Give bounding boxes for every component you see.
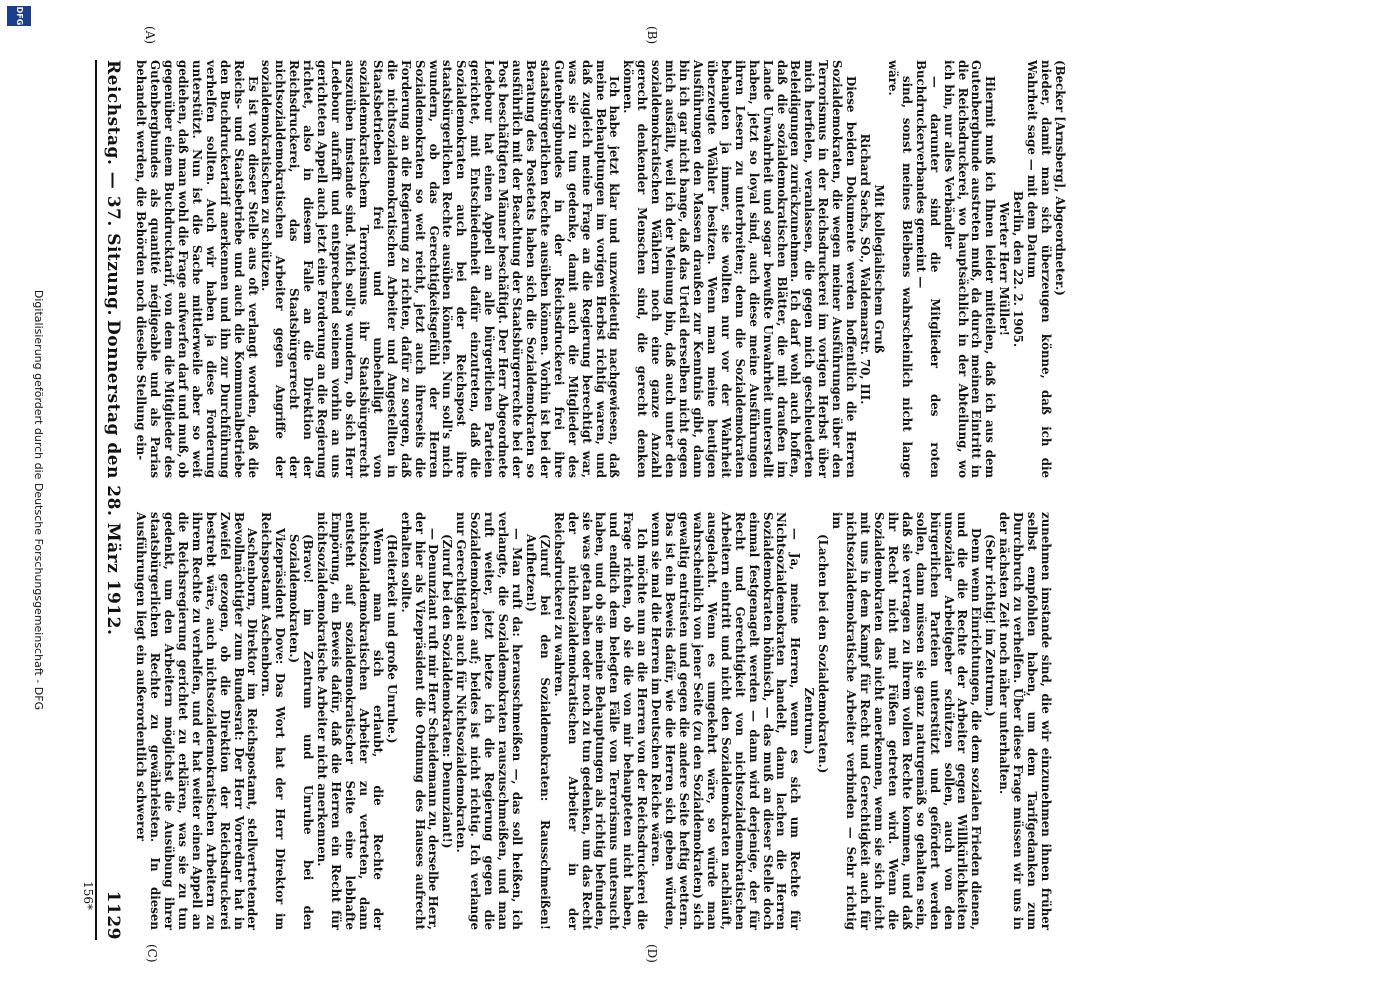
right-paragraph: Vizepräsident Dove: Das Wort hat der Herr Direktor im Reichspostamt Aschenborn. (259, 512, 288, 930)
right-paragraph: (Bravo! im Zentrum und Unruhe bei den Sozialdemokraten.) (287, 534, 316, 930)
margin-letter-b: (B) (645, 26, 659, 45)
right-paragraph: Wenn man sich erlaubt, die Rechte der nichtsozialdemokratischen Arbeiter zu vertreten, dann entsteht auf sozialdemokratischer Seite eine lebhafte Empörung, ein Beweis dafür, daß die Herren ein Recht für nichtsozialdemokratische Arbeiter nicht anerkennen. (315, 512, 385, 930)
left-paragraph: — darunter sind die Mitglieder des roten Buchdruckerverbandes gemeint — (913, 60, 942, 478)
page-number: 1129 (103, 890, 123, 940)
margin-letter-c: (C) (145, 944, 159, 963)
right-paragraph: — Denunziant ruft mir Herr Scheidemann zu, derselbe Herr, der hier als Vizepräsident die Ordnung des Hauses aufrecht erhalten sollte. (398, 512, 441, 930)
header-date: Donnerstag den 28. März 1912. (103, 320, 123, 636)
left-paragraph: Mit kollegialischem Gruß (872, 184, 887, 354)
right-paragraph: (Heiterkeit und große Unruhe.) (384, 534, 399, 744)
right-paragraph: (Sehr richtig! im Zentrum.) (983, 534, 998, 717)
left-paragraph: (Becker [Arnsberg], Abgeordneter.) (1053, 60, 1067, 296)
right-paragraph: (Zuruf bei den Sozialdemokraten: Denunziant!) (440, 534, 455, 849)
left-paragraph: nieder, damit man sich überzeugen könne, daß ich die Wahrheit sage — mit dem Datum (1025, 60, 1054, 478)
digitization-credit: Digitalisierung gefördert durch die Deutsche Forschungsgemeinschaft - DFG (32, 289, 45, 711)
header-session: Reichstag. — 37. Sitzung. (103, 60, 123, 316)
page-content (68, 26, 1383, 963)
right-column (133, 512, 1052, 930)
left-paragraph: sind, sonst meines Bleibens wahrscheinlich nicht lange wäre. (885, 60, 914, 478)
right-paragraph: Ich möchte nun an die Herren von der Reichsdruckerei die Frage richten, ob sie die von mir behaupteten nicht haben, und endlich dem belegten Fälle von Terrorismus untersucht haben, und ob sie meine Behauptungen als richtig befunden, sie was getan haben oder noch zu tun gedenken, um das Recht der nichtsozialdemokratischen Arbeiter in der Reichsdruckerei zu wahren. (551, 512, 650, 930)
left-paragraph: Werter Herr Müller! (997, 202, 1012, 336)
right-paragraph: — Ja, meine Herren, wenn es sich um Rechte für Nichtsozialdemokraten handelt, dann lachen die Herren Sozialdemokraten höhnisch, — das muß an dieser Stelle doch einmal festgenagelt werden — dann wird derjenige, der für Recht und Gerechtigkeit von nichtsozialdemokratischen Arbeitern eintritt und nicht den Sozialdemokraten nachläuft, ausgelacht. Wenn es umgekehrt wäre, so würde man wahrscheinlich von jener Seite (zu den Sozialdemokraten) sich gewaltig entrüsten und gegen die andere Seite heftig wettern. Das ist ein Beweis dafür, wie die Herren sich geben würden, wenn sie mal die Herren im Deutschen Reiche wären. (649, 512, 803, 930)
right-paragraph: zunehmen imstande sind, die wir einzunehmen ihnen früher selbst empfohlen haben, um dem Tarifgedanken zum Durchbruch zu verhelfen. Über diese Frage müssen wir uns in der nächsten Zeit noch näher unterhalten. (997, 512, 1053, 930)
right-paragraph: Aschenborn, Direktor im Reichspostamt, stellvertretender Bevollmächtigter zum Bundesrat: Der Herr Vorredner hat in Zweifel gezogen, ob die Direktion der Reichsdruckerei bestrebt wäre, auch nichtsozialdemokratischen Arbeitern zu ihrem Rechte zu verhelfen, und er hat weiter einen Appell an die Reichsregierung gerichtet zu erklären, was sie zu tun gedenkt, um den Arbeitern möglichst die Ausübung ihrer staatsbürgerlichen Rechte zu gewährleisten. In diesen Ausführungen liegt ein außerordentlich schwerer (134, 512, 260, 930)
dfg-logo: DFG (7, 6, 31, 26)
right-paragraph: Denn wenn Einrichtungen, die dem sozialen Frieden dienen, und die die Rechte der Arbeiter gegen Willkürlichkeiten unsozialer Arbeitgeber schützen sollen, auch von den bürgerlichen Parteien unterstützt und gefördert werden sollen, dann müssen sie ganz naturgemäß so gehalten sein, daß sie vertragen zu ihrem vollen Rechte kommen, und daß ihr Recht nicht mit Füßen getreten wird. Wenn die Sozialdemokraten das nicht anerkennen, wenn sie sich nicht mit uns in dem Kampf für Recht und Gerechtigkeit auch für nichtsozialdemokratische Arbeiter verbinden — Sehr richtig im (830, 512, 984, 930)
left-paragraph: Ich habe jetzt klar und unzweideutig nachgewiesen, daß meine Behauptungen im vorigen Herbst richtig waren, und daß zugleich meine Frage an die Regierung berechtigt war, was sie zu tun gedenke, damit auch die Mitglieder des Gutenbergbundes in der Reichsdruckerei frei ihre staatsbürgerlichen Rechte ausüben können. Vorhin ist bei der Beratung des Postetats haben sich die Sozialdemokraten so ausführlich mit der Beachtung der Staatsbürgerrechte bei der Post beschäftigten Männer beschäftigt. Der Herr Abgeordnete Ledebour hat einen Appell an alle bürgerlichen Parteien gerichtet, mit Entschiedenheit dafür einzutreten, daß die Sozialdemokraten auch bei der Reichspost ihre staatsbürgerlichen Rechte ausüben könnten. Nun soll's mich wundern, ob das Gerechtigkeitsgefühl der Herren Sozialdemokraten so weit reicht, jetzt auch ihrerseits die Forderung an die Regierung zu richten, dafür zu sorgen, daß die nichtsozialdemokratischen Arbeiter und Angestellten in Staatsbetrieben frei und unbehelligt von sozialdemokratischem Terrorismus ihr Staatsbürgerrecht auszuüben imstande sind. Mich soll's wundern, ob sich Herr Ledebour aufrafft und entsprechend seinem vorhin an uns gerichteten Appell auch jetzt eine Forderung an die Regierung richtet, also in diesem Falle an die Direktion der Reichsdruckerei, das Staatsbürgerrecht der nichtsozialdemokratischen Arbeiter gegen Angriffe der sozialdemokratischen zu schützen. (259, 60, 622, 478)
margin-letter-d: (D) (645, 944, 659, 963)
running-header (95, 60, 127, 940)
left-paragraph: Es ist von dieser Stelle aus oft verlangt worden, daß die Reichs- und Staatsbetriebe und auch die Kommunalbetriebe den Buchdruckertarif anerkennen und ihn zur Durchführung verhelfen sollten. Auch wir haben ja diese Forderung unterstützt. Nun ist die Sache mittlerweile aber so weit gediehen, daß man wohl die Frage aufwerfen darf und muß, ob gegenüber einem Buchdrucktarif, von dem die Mitglieder des Gutenbergbundes als quantité négligeable und als Parias behandelt werden, die Behörden noch dieselbe Stellung ein- (134, 60, 260, 478)
sheet-signature: 156* (81, 881, 95, 910)
right-paragraph: — Man ruft da: herausschmeißen —, das soll heißen, ich verlangte, die Sozialdemokraten rauszuschmeißen, und man ruft weiter, jetzt hetze ich die Regierung gegen die Sozialdemokraten auf; beides ist nicht richtig. Ich verlange nur Gerechtigkeit auch für Nichtsozialdemokraten. (454, 512, 524, 930)
left-paragraph: Diese beiden Dokumente werden hoffentlich die Herren Sozialdemokraten, die wegen meiner Ausführungen über den Terrorismus in der Reichsdruckerei im vorigen Herbst über mich herfielen, veranlassen, die gegen mich geschleuderten Beleidigungen zurückzunehmen. Ich darf wohl auch hoffen, daß die sozialdemokratischen Blätter, die mit draußen im Lande Unwahrheit und sogar bewußte Unwahrheit unterstellt haben, jetzt so loyal sind, auch diese meine Ausführungen ihren Lesern zu unterbreiten; denn die Sozialdemokraten behaupten ja immer, sie wollten nur vor der Wahrheit überzeugte Wähler besitzen. Wenn man meine heutigen Ausführungen den Massen draußen zur Kenntnis gibt, dann bin ich gar nicht bange, daß das Urteil derselben nicht gegen mich ausfällt, weil ich der Meinung bin, daß auch unter den sozialdemokratischen Wählern noch eine ganze Anzahl gerecht denkender Menschen sind, die gerecht denken können. (621, 60, 859, 478)
right-paragraph: (Lachen bei den Sozialdemokraten.) (816, 534, 831, 774)
left-paragraph: Richard Sachs, SO., Waldemarstr. 70, III. (858, 133, 873, 405)
left-paragraph: Berlin, den 22. 2. 1905. (1011, 191, 1026, 347)
right-paragraph: (Zuruf bei den Sozialdemokraten: Rausschmeißen! Aufhetzen!) (523, 534, 552, 930)
margin-letter-a: (A) (143, 26, 157, 45)
left-paragraph: Hiermit muß ich Ihnen leider mitteilen, daß ich aus dem Gutenbergbunde austreten muß, da durch meinen Eintritt in die Reichsdruckerei, wo hauptsächlich in der Abteilung, wo ich bin, nur alles Verbändler (941, 60, 998, 478)
left-column (133, 60, 1066, 478)
right-paragraph: Zentrum.) (802, 687, 817, 755)
